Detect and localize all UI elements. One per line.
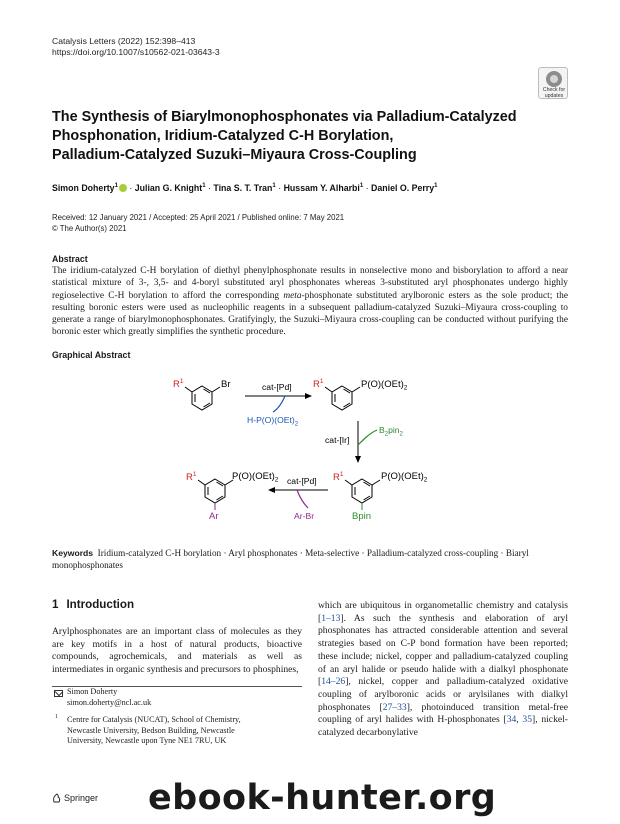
copyright-line: © The Author(s) 2021 (52, 223, 127, 233)
body-text: ], nickel, copper and palladium-catalyzed oxidative coupling of arylboronic acids or arylsilanes with dialkyl phosphonates [ (318, 676, 568, 713)
dates-line: Received: 12 January 2021 / Accepted: 25 April 2021 / Published online: 7 May 2021 (52, 213, 345, 222)
badge-line-2: updates (544, 92, 564, 99)
br-bond (212, 387, 220, 392)
intro-left-column: Arylphosphonates are an important class of molecules as they are key motifs in a host of natural products, bioactive compounds, agrochemicals, and materials as well as intermediates in organic synthesis and precursors to phosphines, (52, 626, 302, 676)
graphical-abstract-heading: Graphical Abstract (52, 350, 131, 360)
abstract-text-part: The iridium-catalyzed C-H borylation of diethyl phenylphosphonate results in nonselective mono and bisborylation to afford a near statistical mixture of 3-, 3,5- and 4-boryl substituted aryl phosphonates whereas 3-substituted aryl phosphonates undergo highly regioselective C-H borylation to afford the corresponding (52, 266, 568, 301)
molecule-aryl-bromide (185, 386, 220, 410)
citation-link[interactable]: 35 (522, 714, 533, 726)
citation-link[interactable]: 1–13 (321, 612, 341, 624)
phosphonate-label: $P(O)(OEt)_2$ (381, 471, 428, 484)
body-text: , (516, 714, 523, 726)
author-name[interactable]: Daniel O. Perry (371, 182, 435, 193)
author-affiliation: 1 (272, 183, 276, 189)
curved-arrow-arbr (297, 490, 308, 508)
publisher-name: Springer (64, 793, 99, 803)
title-line-2: Phosphonation, Iridium-Catalyzed C-H Borylation, (52, 128, 394, 144)
curved-arrow-phosphite (273, 396, 285, 412)
r1-label: $R^1$ (333, 471, 344, 483)
cat-ir-label: cat-[Ir] (325, 435, 350, 445)
r1-label: $R^1$ (173, 378, 184, 390)
reaction-scheme (170, 365, 450, 535)
molecule-aryl-phosphonate (325, 386, 360, 410)
keywords-label: Keywords (52, 548, 94, 558)
author-name[interactable]: Julian G. Knight (134, 182, 203, 193)
author-affiliation: 1 (359, 183, 364, 189)
keywords-text: Iridium-catalyzed C-H borylation · Aryl phosphonates · Meta-selective · Palladium-catalyzed cross-coupling · Biaryl monophosphonates (52, 548, 529, 570)
check-updates-icon (546, 71, 562, 87)
affiliation-line: Newcastle University, Bedson Building, Newcastle (67, 725, 235, 735)
abstract-text (52, 265, 568, 339)
author-name[interactable]: Tina S. T. Tran (213, 182, 273, 193)
molecule-biaryl-phosphonate (198, 479, 233, 510)
journal-citation: Catalysis Letters (2022) 152:398–413 (52, 36, 196, 46)
envelope-icon (54, 690, 63, 697)
citation-link[interactable]: 14–26 (321, 676, 346, 688)
r1-label: $R^1$ (313, 378, 324, 390)
molecule-boronic-ester (345, 479, 380, 510)
citation-link[interactable]: 34 (506, 714, 517, 726)
curved-arrow-b2pin2 (358, 430, 377, 445)
badge-line-1: Check for (542, 87, 566, 93)
affiliation-number: 1 (55, 714, 58, 720)
abstract-meta-italic: meta (283, 290, 302, 301)
b2pin2-label: $B_2pin_2$ (379, 425, 403, 438)
corresponding-author-name: Simon Doherty (67, 687, 118, 696)
body-text: which are ubiquitous in organometallic chemistry and catalysis [ (318, 600, 568, 624)
bpin-label: Bpin (352, 511, 372, 522)
r1-label: $R^1$ (186, 471, 197, 483)
publication-dates (52, 213, 344, 234)
affiliation-line: University, Newcastle upon Tyne NE1 7RU, UK (67, 736, 227, 745)
author-name[interactable]: Simon Doherty (52, 182, 115, 193)
corresponding-author-email[interactable]: simon.doherty@ncl.ac.uk (67, 697, 152, 707)
title-line-1: The Synthesis of Biarylmonophosphonates via Palladium-Catalyzed (52, 109, 517, 125)
citation-link[interactable]: 27–33 (382, 701, 407, 713)
doi-link[interactable]: https://doi.org/10.1007/s10562-021-03643-3 (52, 47, 220, 57)
author-name[interactable]: Hussam Y. Alharbi (283, 182, 360, 193)
section-title: Introduction (66, 598, 135, 611)
article-title (52, 108, 532, 165)
author-list: Simon Doherty$^1$ · Julian G. Knight$^1$ · Tina S. T. Tran$^1$ · Hussam Y. Alharbi$^1$ · Daniel O. Perry$^1$ (52, 182, 438, 193)
phosphonate-label: $P(O)(OEt)_2$ (361, 379, 408, 392)
author-affiliation: 1 (114, 183, 118, 189)
watermark-text: ebook-hunter.org (148, 778, 497, 818)
springer-horse-icon (52, 793, 61, 803)
author-affiliation: 1 (434, 183, 438, 189)
ar-label: Ar (209, 511, 219, 522)
body-text: ]. As such the synthesis and elaboration of aryl phosphonates has attracted considerable attention and several strategies based on C-P bond formation have been reported; these include; nickel, copper and palladium-catalyzed coupling of an aryl halide or pseudo halide with a dialkyl phosphonate [ (318, 612, 568, 688)
ar-br-label: Ar-Br (294, 511, 315, 521)
title-line-3: Palladium-Catalyzed Suzuki–Miyaura Cross-Coupling (52, 147, 417, 163)
cat-pd-label-1: cat-[Pd] (262, 382, 292, 392)
orcid-icon[interactable] (119, 184, 127, 192)
body-text: ], nickel-catalyzed decarbonylative (318, 714, 568, 739)
keywords-block (52, 547, 568, 571)
author-affiliation: 1 (202, 183, 206, 189)
corresponding-author (67, 687, 151, 708)
phosphonate-label: $P(O)(OEt)_2$ (232, 471, 279, 484)
check-for-updates-badge[interactable] (538, 67, 568, 99)
br-label: Br (221, 379, 231, 390)
section-number: 1 (52, 598, 59, 611)
intro-right-column (318, 600, 568, 740)
publisher-logo (52, 793, 98, 803)
abstract-heading: Abstract (52, 254, 88, 264)
body-text: ], photoinduced transition metal-free coupling of aryl halides with H-phosphonates [ (318, 701, 568, 726)
r1-bond (185, 387, 192, 392)
h-phosphonate-label: $H-P(O)(OEt)_2$ (247, 415, 299, 428)
section-heading-introduction (52, 598, 134, 611)
affiliation-line: Centre for Catalysis (NUCAT), School of Chemistry, (67, 715, 241, 724)
abstract-text-part: -phosphonate substituted arylboronic esters as the sole product; the resulting boronic esters were used as nucleophilic reagents in a subsequent palladium-catalyzed Suzuki–Miyaura cross-coupling to generate a range of biarylmonophosphonates. Gratifyingly, the Suzuki–Miyaura cross-coupling can be conducted without purifying the boronic ester which greatly simplifies the synthetic procedure. (52, 290, 568, 338)
cat-pd-label-2: cat-[Pd] (287, 476, 317, 486)
affiliation-address (67, 715, 297, 747)
